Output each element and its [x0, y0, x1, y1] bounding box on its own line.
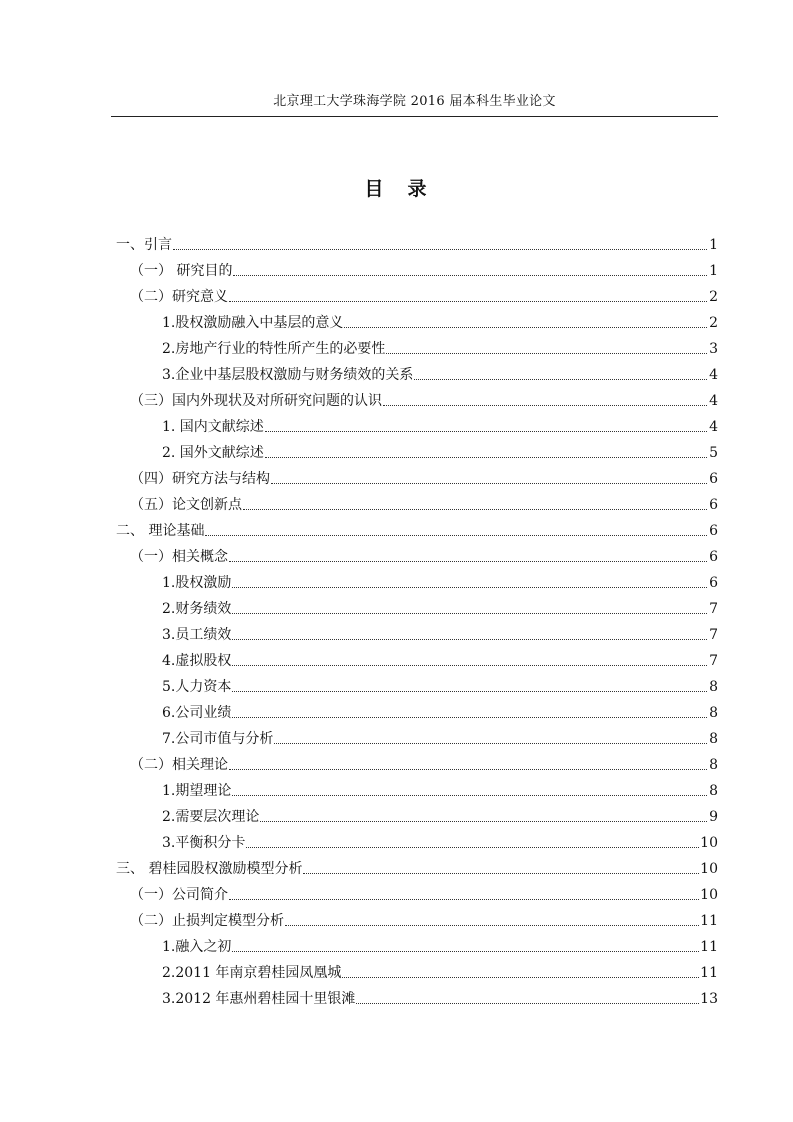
toc-dot-leader [229, 560, 707, 562]
toc-dot-leader [205, 534, 707, 536]
toc-entry-label: （二）研究意义 [130, 289, 228, 305]
toc-entry-page-number: 10 [700, 861, 718, 877]
toc-entry-label: 1.融入之初 [162, 939, 232, 955]
toc-dot-leader [274, 742, 707, 744]
toc-dot-leader [232, 716, 707, 718]
toc-entry-label: （一）公司简介 [130, 887, 228, 903]
toc-entry[interactable] [116, 541, 718, 567]
toc-dot-leader [342, 976, 699, 978]
toc-entry-page-number: 4 [709, 419, 718, 435]
toc-entry[interactable] [116, 281, 718, 307]
toc-entry[interactable] [116, 593, 718, 619]
toc-entry-page-number: 8 [709, 731, 718, 747]
toc-entry[interactable] [116, 723, 718, 749]
toc-entry[interactable] [116, 775, 718, 801]
toc-dot-leader [232, 950, 699, 952]
toc-entry-page-number: 13 [700, 991, 718, 1007]
toc-dot-leader [344, 326, 707, 328]
toc-dot-leader [271, 482, 707, 484]
toc-entry-label: （五）论文创新点 [130, 497, 242, 513]
toc-title [0, 174, 793, 201]
toc-entry-page-number: 11 [700, 939, 718, 955]
toc-dot-leader [243, 508, 707, 510]
toc-dot-leader [383, 404, 707, 406]
toc-entry-page-number: 4 [709, 367, 718, 383]
toc-entry-label: 2.需要层次理论 [162, 809, 260, 825]
toc-entry-label: 一、引言 [116, 237, 172, 253]
toc-entry-page-number: 2 [709, 289, 718, 305]
toc-entry[interactable] [116, 957, 718, 983]
toc-dot-leader [265, 430, 707, 432]
toc-entry[interactable] [116, 801, 718, 827]
toc-entry-label: 2.财务绩效 [162, 601, 232, 617]
toc-entry-label: 三、 碧桂园股权激励模型分析 [116, 861, 303, 877]
toc-entry-page-number: 9 [709, 809, 718, 825]
toc-entry-label: 6.公司业绩 [162, 705, 232, 721]
toc-dot-leader [229, 768, 707, 770]
toc-entry-label: （一）相关概念 [130, 549, 228, 565]
toc-entry-page-number: 10 [700, 835, 718, 851]
toc-entry[interactable] [116, 229, 718, 255]
toc-entry-page-number: 6 [709, 549, 718, 565]
toc-entry-label: 1.股权激励 [162, 575, 232, 591]
toc-entry-label: （二）止损判定模型分析 [130, 913, 284, 929]
toc-entry-label: 1.期望理论 [162, 783, 232, 799]
toc-entry[interactable] [116, 333, 718, 359]
toc-dot-leader [414, 378, 707, 380]
toc-entry-page-number: 11 [700, 913, 718, 929]
toc-entry[interactable] [116, 567, 718, 593]
toc-entry-label: 1.股权激励融入中基层的意义 [162, 315, 344, 331]
toc-entry-page-number: 4 [709, 393, 718, 409]
toc-entry-label: 3.企业中基层股权激励与财务绩效的关系 [162, 367, 414, 383]
toc-entry[interactable] [116, 463, 718, 489]
toc-dot-leader [232, 690, 707, 692]
toc-entry[interactable] [116, 307, 718, 333]
toc-entry[interactable] [116, 749, 718, 775]
toc-entry[interactable] [116, 489, 718, 515]
toc-entry-label: 4.虚拟股权 [162, 653, 232, 669]
toc-entry[interactable] [116, 905, 718, 931]
toc-dot-leader [229, 300, 707, 302]
toc-entry-label: 7.公司市值与分析 [162, 731, 274, 747]
toc-dot-leader [233, 274, 707, 276]
toc-dot-leader [232, 612, 707, 614]
toc-entry-label: 3.2012 年惠州碧桂园十里银滩 [162, 991, 356, 1007]
page-header [111, 92, 718, 117]
toc-dot-leader [232, 664, 707, 666]
toc-entry[interactable] [116, 983, 718, 1009]
toc-dot-leader [232, 794, 707, 796]
toc-dot-leader [246, 846, 699, 848]
toc-entry[interactable] [116, 359, 718, 385]
toc-entry[interactable] [116, 515, 718, 541]
toc-dot-leader [232, 638, 707, 640]
toc-entry-page-number: 8 [709, 783, 718, 799]
toc-entry[interactable] [116, 645, 718, 671]
toc-entry[interactable] [116, 619, 718, 645]
toc-entry-label: 1. 国内文献综述 [162, 419, 264, 435]
toc-entry-label: 2. 国外文献综述 [162, 445, 264, 461]
toc-entry-label: （二）相关理论 [130, 757, 228, 773]
toc-entry[interactable] [116, 437, 718, 463]
toc-entry-page-number: 8 [709, 679, 718, 695]
toc-entry-page-number: 5 [709, 445, 718, 461]
toc-entry-page-number: 3 [709, 341, 718, 357]
toc-entry[interactable] [116, 931, 718, 957]
toc-entry-page-number: 7 [709, 627, 718, 643]
toc-entry-page-number: 11 [700, 965, 718, 981]
toc-entry[interactable] [116, 385, 718, 411]
toc-entry-page-number: 7 [709, 653, 718, 669]
toc-entry[interactable] [116, 827, 718, 853]
toc-entry-page-number: 6 [709, 471, 718, 487]
toc-entry-label: 3.员工绩效 [162, 627, 232, 643]
toc-entry[interactable] [116, 671, 718, 697]
toc-entry[interactable] [116, 255, 718, 281]
toc-entry-page-number: 1 [709, 263, 718, 279]
toc-entry-label: 2.2011 年南京碧桂园凤凰城 [162, 965, 342, 981]
toc-entry[interactable] [116, 879, 718, 905]
table-of-contents [116, 229, 718, 1009]
toc-dot-leader [265, 456, 707, 458]
toc-dot-leader [285, 924, 699, 926]
toc-entry-page-number: 7 [709, 601, 718, 617]
toc-entry-label: 3.平衡积分卡 [162, 835, 246, 851]
toc-dot-leader [386, 352, 707, 354]
toc-entry-label: 二、 理论基础 [116, 523, 205, 539]
toc-entry-page-number: 6 [709, 575, 718, 591]
toc-dot-leader [303, 872, 699, 874]
toc-dot-leader [260, 820, 707, 822]
toc-entry[interactable] [116, 853, 718, 879]
toc-entry-label: 2.房地产行业的特性所产生的必要性 [162, 341, 386, 357]
toc-entry-page-number: 8 [709, 757, 718, 773]
toc-entry[interactable] [116, 411, 718, 437]
toc-title-left: 目 [364, 178, 386, 200]
toc-entry-label: （三）国内外现状及对所研究问题的认识 [130, 393, 382, 409]
toc-entry-page-number: 10 [700, 887, 718, 903]
toc-entry-page-number: 6 [709, 497, 718, 513]
toc-entry-page-number: 6 [709, 523, 718, 539]
toc-entry-page-number: 2 [709, 315, 718, 331]
toc-entry[interactable] [116, 697, 718, 723]
toc-entry-page-number: 8 [709, 705, 718, 721]
toc-entry-page-number: 1 [709, 237, 718, 253]
toc-dot-leader [232, 586, 707, 588]
toc-dot-leader [229, 898, 699, 900]
toc-title-right: 录 [407, 178, 429, 200]
toc-entry-label: 5.人力资本 [162, 679, 232, 695]
toc-entry-label: （一） 研究目的 [130, 263, 233, 279]
toc-dot-leader [356, 1002, 699, 1004]
toc-dot-leader [173, 248, 707, 250]
toc-entry-label: （四）研究方法与结构 [130, 471, 270, 487]
header-text: 北京理工大学珠海学院 2016 届本科生毕业论文 [273, 94, 556, 109]
